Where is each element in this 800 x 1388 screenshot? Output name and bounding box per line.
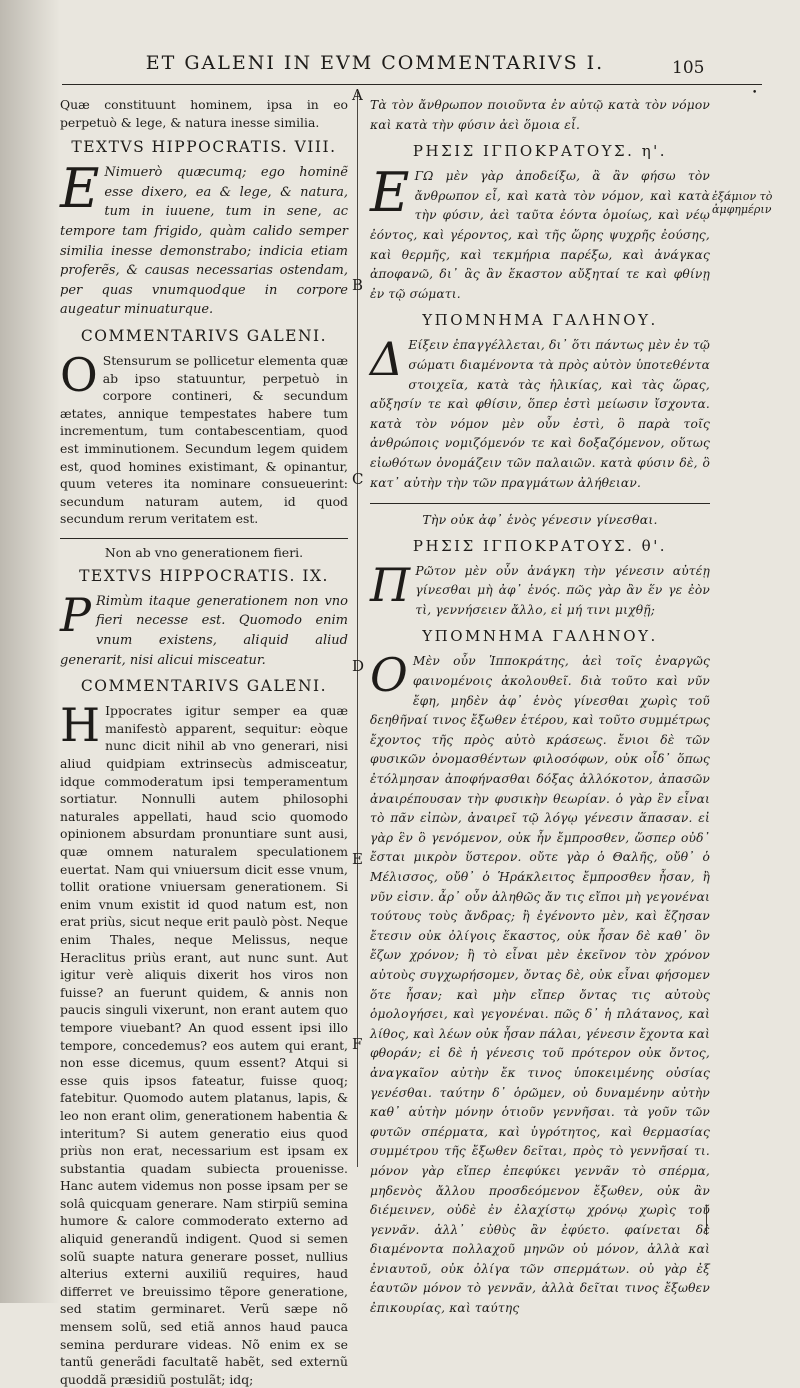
textus9-body: Rimùm itaque generationem non vno fieri necesse est. Quomodo enim vnum existens, aliquid aliud generarit, nisi alicui misceatur.	[60, 593, 348, 668]
comm2-body: Ippocrates igitur semper ea quæ manifestò apparent, sequitur: eòque nunc dicit nihil ab vno generari, nisi aliud quidpiam extrinsecùs admisceatur, idque commoderatum ipsi temperamentum sortiatur. Nonnulli autem philosophi naturales appellati, haud scio quomodo opinionem absurdam pronuntiare sunt ausi, quæ omnem naturalem speculationem euertat. Nam qui vniuersum dicit esse vnum, tollit oratione vniuersam generationem. Si enim vnum existit id quod natum est, non erat priùs, sicut neque erit paulò pòst. Neque enim Thales, neque Melissus, neque Heraclitus priùs erant, aut nunc sunt. Aut igitur verè aliquis dixerit hos viros non fuisse? an fuerunt quidem, & annis non paucis singuli vixerunt, non erant autem quo tempore viuebant? An quod essent ipsi illo tempore, concedemus? eos autem qui erant, non esse dicemus, quum essent? Atqui si esse quis ipsos fateatur, fuisse quoq; fatebitur. Quomodo autem platanus, lapis, & leo non erant olim, generationem habentia & interitum? Si autem generatio eius quod priùs non erat, necessarium est ipsam ex substantia quadam subiecta prouenisse. Hanc autem videmus non posse ipsam per se solâ quicquam generare. Nam stirpiũ semina humore & calore commoderato externo ad aliquid generandũ indigent. Quod si semen solũ suapte natura generare posset, nullius alterius externi auxiliũ requires, haud differret ve breuissimo tẽpore generatione, sed statim germinaret. Verũ sæpe nõ mensem solũ, sed etiã annos haud pauca semina perdurare videas. Nõ enim ex se tantũ generãdi facultatẽ habẽt, sed externũ quoddã præsidiũ postulãt; idq;	[60, 703, 348, 1387]
marginal-letter-d: D	[352, 657, 365, 675]
dropcap: P	[60, 587, 91, 642]
greek-column	[370, 96, 710, 1319]
marginal-letter-e: E	[352, 850, 363, 868]
dropcap: H	[60, 698, 101, 753]
dropcap: Ο	[370, 648, 408, 703]
dropcap: O	[60, 347, 98, 402]
hypo1-body: Είξειν ἐπαγγέλλεται, δι᾽ ὅτι πάντως μὲν ἐν τῷ σώματι διαμένοντα τὰ πρὸς αὐτὸν ὑποτεθέντα στοιχεῖα, κατὰ τὰς ἡλικίας, καὶ τὰς ὥρας, αὔξησίν τε καὶ φθίσιν, ὅπερ ἐστὶ μείωσιν ἴσχοντα. κατὰ τὸν νόμον μὲν οὖν ἐστὶ, ὃ παρὰ τοῖς ἀνθρώποις νομιζόμενόν τε καὶ δοξαζόμενον, οὕτως εἰωθότων ὀνομάζειν τῶν παλαιῶν. κατὰ φύσιν δὲ, ὃ κατ᾽ αὐτὴν τὴν τῶν πραγμάτων ἀλήθειαν.	[370, 338, 710, 490]
header-rule	[62, 84, 762, 85]
ink-speck: •	[752, 88, 758, 98]
column-divider	[357, 92, 358, 1167]
dropcap: E	[60, 157, 100, 221]
hypo2-heading: ΥΠΟΜΝΗΜΑ ΓΑΛΗΝΟΥ.	[422, 627, 658, 646]
rhesis9-body: Ρῶτον μὲν οὖν ἀνάγκη τὴν γένεσιν αὐτέῃ γίνεσθαι μὴ ἀφ᾽ ἑνός. πῶς γὰρ ἂν ἕν γε ἐὸν τὶ, γεννήσειεν ἄλλο, εἰ μή τινι μιχθῇ;	[415, 563, 710, 617]
section-rule	[60, 538, 348, 539]
section-subtitle: Τὴν οὐκ ἀφ᾽ ἑνὸς γένεσιν γίνεσθαι.	[422, 512, 658, 528]
rhesis8-paragraph	[370, 161, 710, 304]
section-rule	[370, 503, 710, 504]
rhesis9-paragraph	[370, 557, 710, 621]
comm2-paragraph	[60, 698, 348, 1388]
hypo1-paragraph	[370, 332, 710, 493]
running-head: ET GALENI IN EVM COMMENTARIVS I.	[145, 52, 605, 74]
marginal-letter-b: B	[352, 276, 364, 294]
rhesis8-body: ΓΩ μὲν γὰρ ἀποδείξω, ἃ ἂν φήσω τὸν ἄνθρωπον εἶ, καὶ κατὰ τὸν νόμον, καὶ κατὰ τὴν φύσιν, ἀεὶ ταῦτα ἐόντα ὁμοίως, καὶ νέῳ ἐόντος, καὶ γέροντος, καὶ τῆς ὥρης ψυχρῆς ἐούσης, καὶ θερμῆς, καὶ τεκμήρια παρέξω, καὶ ἀνάγκας ἀποφανῶ, δι᾽ ἃς ἂν ἕκαστον αὔξηταί τε καὶ φθίνῃ ἐν τῷ σώματι.	[370, 169, 710, 301]
comm1-heading: COMMENTARIVS GALENI.	[80, 326, 328, 345]
comm2-heading: COMMENTARIVS GALENI.	[80, 677, 328, 696]
marginal-letter-f: F	[352, 1035, 363, 1053]
page-number: 105	[672, 58, 705, 78]
dropcap: Π	[370, 557, 411, 612]
greek-intro: Τὰ τὸν ἄνθρωπον ποιοῦντα ἐν αὐτῷ κατὰ τὸν νόμον καὶ κατὰ τὴν φύσιν ἀεὶ ὅμοια εἶ.	[370, 98, 710, 132]
marginal-letter-c: C	[352, 470, 364, 488]
latin-intro: Quæ constituunt hominem, ipsa in eo perpetuò & lege, & natura inesse similia.	[60, 97, 348, 130]
comm1-paragraph	[60, 347, 348, 528]
latin-column	[60, 96, 348, 1388]
textus8-paragraph	[60, 157, 348, 320]
textus8-heading: TEXTVS HIPPOCRATIS. VIII.	[71, 138, 337, 157]
dropcap: Δ	[370, 332, 404, 387]
textus9-heading: TEXTVS HIPPOCRATIS. IX.	[79, 566, 329, 585]
hypo2-body: Μὲν οὖν Ἱπποκράτης, ἀεὶ τοῖς ἐναργῶς φαινομένοις ἀκολουθεῖ. διὰ τοῦτο καὶ νῦν ἔφη, μηδὲν ἀφ᾽ ἑνὸς γίνεσθαι χωρὶς τοῦ δεηθῆναί τινος ἔξωθεν ἑτέρου, καὶ τοῦτο συμμέτρως ἔχοντος τῆς πρὸς αὐτὸ κράσεως. ἔνιοι δὲ τῶν φυσικῶν ὀνομασθέντων φιλοσόφων, οὐκ οἶδ᾽ ὅπως ἐτόλμησαν ἀποφήνασθαι δόξας ἀλλόκοτον, ἀπασῶν ἀναιρέπουσαν τὴν φυσικὴν θεωρίαν. ὁ γὰρ ἓν εἶναι τὸ πᾶν εἰπὼν, ἀναιρεῖ τῷ λόγῳ γένεσιν ἅπασαν. εἰ γὰρ ἓν ὃ γενόμενον, οὐκ ἦν ἔμπροσθεν, ὥσπερ οὐδ᾽ ἔσται μικρὸν ὕστερον. οὔτε γὰρ ὁ Θαλῆς, οὔθ᾽ ὁ Μέλισσος, οὔθ᾽ ὁ Ἡράκλειτος ἔμπροσθεν ἦσαν, ἢ νῦν εἰσιν. ἆρ᾽ οὖν ἀληθῶς ἄν τις εἴποι μὴ γεγονέναι τούτους τοὺς ἄνδρας; ἢ ἐγένοντο μὲν, καὶ ἔζησαν ἔτεσιν οὐκ ὀλίγοις ἕκαστος, οὐκ ἦσαν δὲ καθ᾽ ὃν ἔζων χρόνον; ἢ τὸ εἶναι μὲν ἐκεῖνον τὸν χρόνον αὐτοὺς συγχωρήσομεν, ὄντας δὲ, οὐκ εἶναι φήσομεν ὅτε ἦσαν; καὶ μὴν εἴπερ ὄντας τις αὐτοὺς ὁμολογήσει, καὶ γεγονέναι. πῶς δ᾽ ἡ πλάτανος, καὶ λίθος, καὶ λέων οὐκ ἦσαν πάλαι, γένεσιν ἔχοντα καὶ φθοράν; εἰ δὲ ἡ γένεσις τοῦ πρότερον οὐκ ὄντος, ἀναγκαῖον αὐτὴν ἔκ τινος ὑποκειμένης οὐσίας γενέσθαι. ταύτην δ᾽ ὁρῶμεν, οὐ δυναμένην αὐτὴν καθ᾽ αὑτὴν μόνην ὁτιοῦν γεννῆσαι. τὰ γοῦν τῶν φυτῶν σπέρματα, καὶ ὑγρότητος, καὶ θερμασίας συμμέτρου τῆς ἔξωθεν δεῖται, πρὸς τὸ γεννῆσαί τι. μόνον γὰρ εἴπερ ἐπεφύκει γεννᾶν τὸ σπέρμα, μηδενὸς ἄλλου προσδεόμενον ἔξωθεν, οὐκ ἂν διέμεινεν, οὐδὲ ἐν ἐλαχίστῳ χρόνῳ χωρὶς τοῦ γεννᾶν. ἀλλ᾽ εὐθὺς ἂν ἐφύετο. φαίνεται δὲ διαμένοντα πολλαχοῦ μηνῶν οὐ μόνον, ἀλλὰ καὶ ἐνιαυτοῦ, οὐκ ὀλίγα τῶν σπερμάτων. οὐ γὰρ ἐξ ἑαυτῶν μόνον τὸ γεννᾶν, ἀλλὰ δεῖται τινος ἔξωθεν ἐπικουρίας, καὶ ταύτης	[370, 654, 710, 1316]
rhesis9-heading: ΡΗΣΙΣ ΙΓΠΟΚΡΑΤΟΥΣ. θ'.	[412, 536, 668, 555]
textus9-paragraph	[60, 587, 348, 670]
section-subtitle: Non ab vno generationem fieri.	[104, 544, 304, 560]
dropcap: Ε	[370, 161, 410, 225]
marginal-letter-a: A	[352, 86, 363, 104]
marginal-note: ἐξάμιον τὸ ἀμφημέριν	[712, 190, 773, 216]
hypo1-heading: ΥΠΟΜΝΗΜΑ ΓΑΛΗΝΟΥ.	[422, 311, 658, 330]
rhesis8-heading: ΡΗΣΙΣ ΙΓΠΟΚΡΑΤΟΥΣ. η'.	[412, 142, 668, 161]
textus8-body: Nimuerò quæcumq; ego hominẽ esse dixero, ea & lege, & natura, tum in iuuene, tum in sene, ac tempore tam frigido, quàm calido semper similia inesse demonstrabo; indicia etiam proferẽs, & causas necessarias ostendam, per quas vnumquodque in corpore augeatur minuaturque.	[60, 165, 348, 318]
comm1-body: Stensurum se pollicetur elementa quæ ab ipso statuuntur, perpetuò in corpore contineri, & secundum ætates, annique tempestates habere tum incrementum, tum contabescentiam, quod est imminutionem. Secundum legem quidem est, quod homines existimant, & opinantur, quum veteres ita nominare consueuerint: secundum naturam autem, id quod secundum rerum veritatem est.	[60, 352, 348, 527]
gutter-shadow	[0, 0, 60, 1303]
hypo2-paragraph	[370, 648, 710, 1318]
